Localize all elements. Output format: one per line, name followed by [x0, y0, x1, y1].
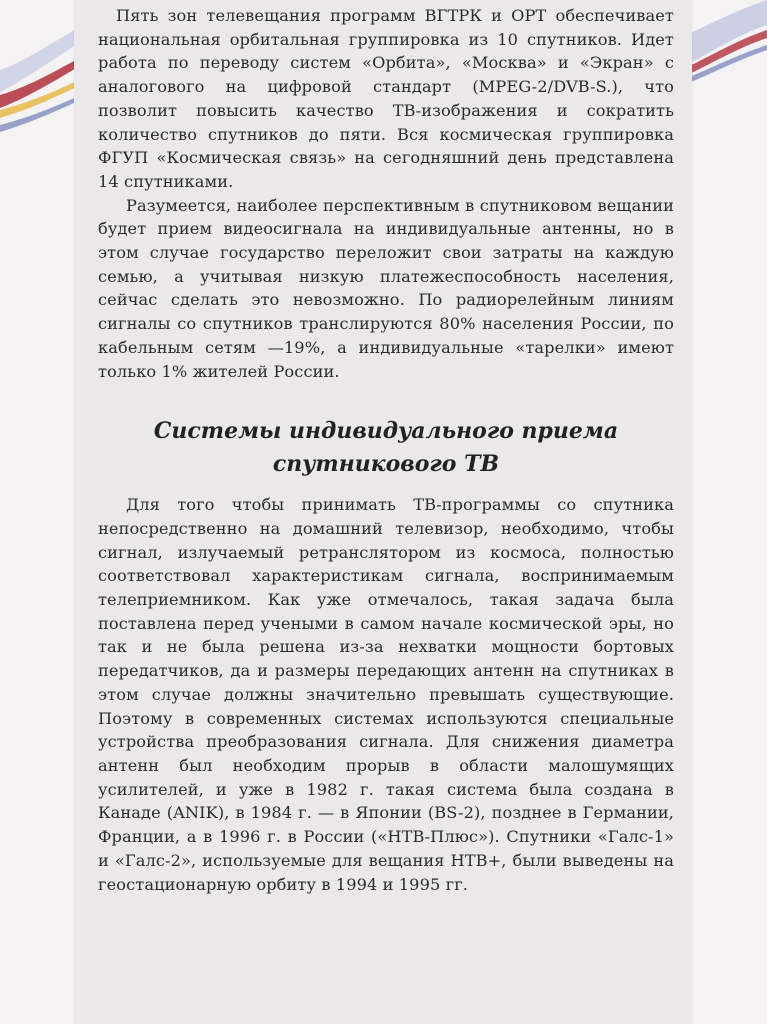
section-heading-line-2: спутникового ТВ [272, 451, 500, 478]
section-heading-line-1: Системы индивидуального приема [153, 418, 619, 445]
section-heading [98, 415, 674, 481]
paragraph-2: Разумеется, наиболее перспективным в спутниковом вещании будет прием видеосигнала на индивидуальные антенны, но в этом случае государство переложит свои затраты на каждую семью, а учитывая низкую платежеспособность населения, сейчас сделать это невозможно. По радиорелейным линиям сигналы со спутников транслируются 80% населения России, по кабельным сетям —19%, а индивидуальные «тарелки» имеют только 1% жителей России. [98, 195, 674, 381]
book-page [74, 0, 692, 1024]
text-block-top [98, 0, 674, 383]
paragraph-1: Пять зон телевещания программ ВГТРК и ОРТ обеспечивает национальная орбитальная группировка из 10 спутников. Идет работа по переводу систем «Орбита», «Москва» и «Экран» с аналогового на цифровой стандарт (MPEG-2/DVB-S.), что позволит повысить качество ТВ-изображения и сократить количество спутников до пяти. Вся космическая группировка ФГУП «Космическая связь» на сегодняшний день представлена 14 спутниками. [98, 6, 674, 191]
paragraph-3: Для того чтобы принимать ТВ-программы со спутника непосредственно на домашний телевизор, необходимо, чтобы сигнал, излучаемый ретранслятором из космоса, полностью соответствовал характеристикам сигнала, воспринимаемым телеприемником. Как уже отмечалось, такая задача была поставлена перед учеными в самом начале космической эры, но так и не была решена из-за нехватки мощности бортовых передатчиков, да и размеры передающих антенн на спутниках в этом случае должны значительно превышать существующие. Поэтому в современных системах используются специальные устройства преобразования сигнала. Для снижения диаметра антенн был необходим прорыв в области малошумящих усилителей, и уже в 1982 г. такая система была создана в Канаде (ANIK), в 1984 г. — в Японии (BS-2), позднее в Германии, Франции, а в 1996 г. в России («НТВ-Плюс»). Спутники «Галс-1» и «Галс-2», используемые для вещания НТВ+, были выведены на геостационарную орбиту в 1994 и 1995 гг. [98, 495, 674, 894]
